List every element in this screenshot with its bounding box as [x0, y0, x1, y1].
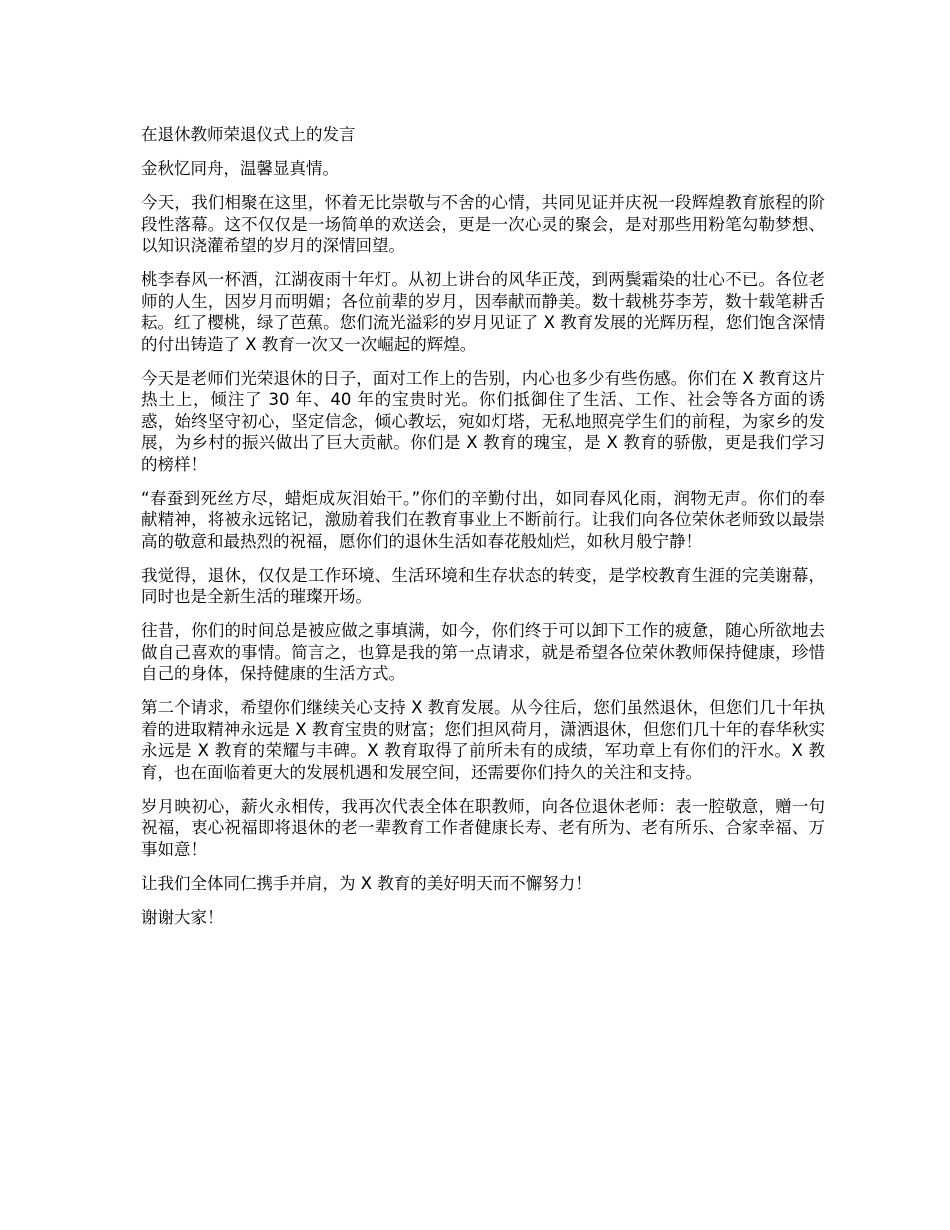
document-body [141, 124, 825, 941]
paragraph: 金秋忆同舟，温馨显真情。 [141, 159, 339, 178]
closing-line: 谢谢大家！ [141, 907, 224, 927]
paragraph: 往昔，你们的时间总是被应做之事填满，如今，你们终于可以卸下工作的疲惫，随心所欲地去做自己喜欢的事情。简言之，也算是我的第一点请求，就是希望各位荣休教师保持健康，珍惜自己的身体，保持健康的生活方式。 [141, 621, 825, 683]
paragraph: 第二个请求，希望你们继续关心支持 X 教育发展。从今往后，您们虽然退休，但您们几十年执着的进取精神永远是 X 教育宝贵的财富；您们担风荷月，潇洒退休，但您们几十年的春华秋实永远是 X 教育的荣耀与丰碑。X 教育取得了前所未有的成绩，军功章上有你们的汗水。X 教育，也在面临着更大的发展机遇和发展空间，还需要你们持久的关注和支持。 [141, 698, 825, 782]
paragraph: “春蚕到死丝方尽，蜡炬成灰泪始干。”你们的辛勤付出，如同春风化雨，润物无声。你们的奉献精神，将被永远铭记，激励着我们在教育事业上不断前行。让我们向各位荣休老师致以最崇高的敬意和最热烈的祝福，愿你们的退休生活如春花般灿烂，如秋月般宁静！ [141, 488, 825, 551]
paragraph: 今天，我们相聚在这里，怀着无比崇敬与不舍的心情，共同见证并庆祝一段辉煌教育旅程的阶段性落幕。这不仅仅是一场简单的欢送会，更是一次心灵的聚会，是对那些用粉笔勾勒梦想、以知识浇灌希望的岁月的深情回望。 [141, 193, 825, 255]
paragraph: 桃李春风一杯酒，江湖夜雨十年灯。从初上讲台的风华正茂，到两鬓霜染的壮心不已。各位老师的人生，因岁月而明媚；各位前辈的岁月，因奉献而静美。数十载桃芬李芳，数十载笔耕舌耘。红了樱桃，绿了芭蕉。您们流光溢彩的岁月见证了 X 教育发展的光辉历程，您们饱含深情的付出铸造了 X 教育一次又一次崛起的辉煌。 [141, 270, 825, 354]
paragraph: 我觉得，退休，仅仅是工作环境、生活环境和生存状态的转变，是学校教育生涯的完美谢幕，同时也是全新生活的璀璨开场。 [141, 565, 825, 606]
paragraph: 岁月映初心，薪火永相传，我再次代表全体在职教师，向各位退休老师：表一腔敬意，赠一句祝福，衷心祝福即将退休的老一辈教育工作者健康长寿、老有所为、老有所乐、合家幸福、万事如意！ [141, 796, 825, 859]
paragraph: 今天是老师们光荣退休的日子，面对工作上的告别，内心也多少有些伤感。你们在 X 教育这片热土上，倾注了 30 年、40 年的宝贵时光。你们抵御住了生活、工作、社会等各方面的诱惑，始终坚守初心，坚定信念，倾心教坛，宛如灯塔，无私地照亮学生们的前程，为家乡的发展，为乡村的振兴做出了巨大贡献。你们是 X 教育的瑰宝，是 X 教育的骄傲，更是我们学习的榜样！ [141, 368, 825, 474]
paragraph: 让我们全体同仁携手并肩，为 X 教育的美好明天而不懈努力！ [141, 873, 592, 893]
document-title: 在退休教师荣退仪式上的发言 [141, 125, 356, 144]
